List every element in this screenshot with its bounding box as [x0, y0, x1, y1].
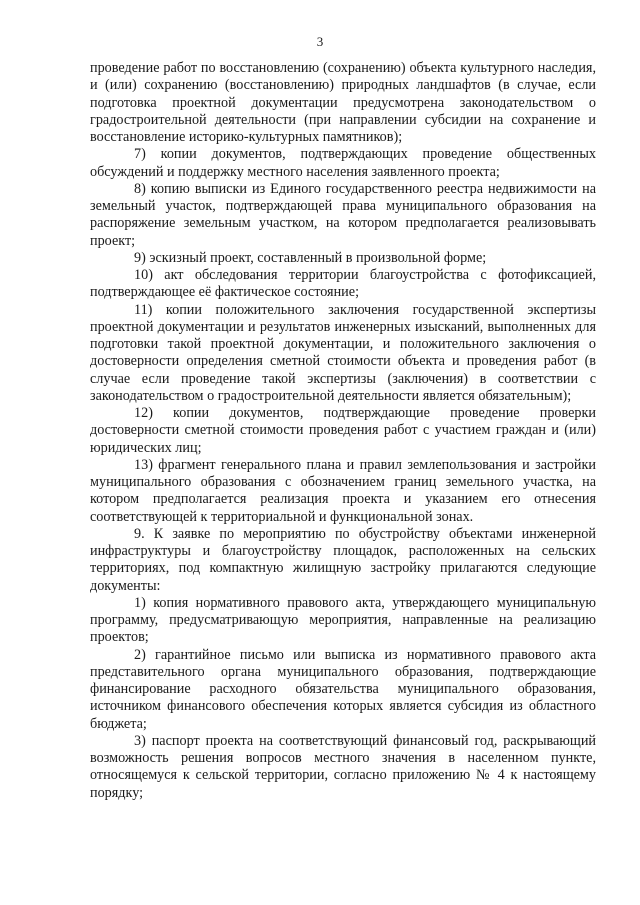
document-body — [90, 60, 596, 802]
paragraph: проведение работ по восстановлению (сохранению) объекта культурного наследия, и (или) сохранению (восстановлению) природных ландшафтов (в случае, если подготовка проектной документации предусмотрена законодательством о градостроительной деятельности (при направлении субсидии на сохранение и восстановление историко-культурных памятников); — [90, 60, 596, 145]
paragraph: 9. К заявке по мероприятию по обустройству объектами инженерной инфраструктуры и благоустройству площадок, расположенных на сельских территориях, под компактную жилищную застройку прилагаются следующие документы: — [90, 525, 596, 594]
paragraph: 12) копии документов, подтверждающие проведение проверки достоверности сметной стоимости проведения работ с участием граждан и (или) юридических лиц; — [90, 405, 596, 456]
paragraph: 3) паспорт проекта на соответствующий финансовый год, раскрывающий возможность решения вопросов местного значения в населенном пункте, относящемуся к сельской территории, согласно приложению № 4 к настоящему порядку; — [90, 732, 596, 801]
paragraph: 10) акт обследования территории благоустройства с фотофиксацией, подтверждающее её фактическое состояние; — [90, 267, 596, 301]
paragraph: 9) эскизный проект, составленный в произвольной форме; — [134, 249, 487, 266]
paragraph: 7) копии документов, подтверждающих проведение общественных обсуждений и поддержку местного населения заявленного проекта; — [90, 146, 596, 180]
paragraph: 2) гарантийное письмо или выписка из нормативного правового акта представительного органа муниципального образования, подтверждающие финансирование расходного обязательства муниципального образования, источником финансового обеспечения которых является субсидия из областного бюджета; — [90, 646, 596, 732]
page-number: 3 — [316, 34, 324, 49]
paragraph: 11) копии положительного заключения государственной экспертизы проектной документации и результатов инженерных изысканий, выполненных для подготовки такой проектной документации, и положительного заключения о достоверности определения сметной стоимости объекта и проведения работ (в случае если проведение такой экспертизы (заключения) в соответствии с законодательством о градостроительной деятельности является обязательным); — [90, 301, 596, 404]
paragraph: 1) копия нормативного правового акта, утверждающего муниципальную программу, предусматривающую мероприятия, направленные на реализацию проектов; — [90, 594, 596, 646]
paragraph: 13) фрагмент генерального плана и правил землепользования и застройки муниципального образования с обозначением границ земельного участка, на котором предполагается реализация проекта и указанием его отнесения соответствующей к территориальной и функциональной зонах. — [90, 456, 596, 525]
paragraph: 8) копию выписки из Единого государственного реестра недвижимости на земельный участок, подтверждающей права муниципального образования на распоряжение земельным участком, на котором предполагается реализовывать проект; — [90, 180, 596, 249]
